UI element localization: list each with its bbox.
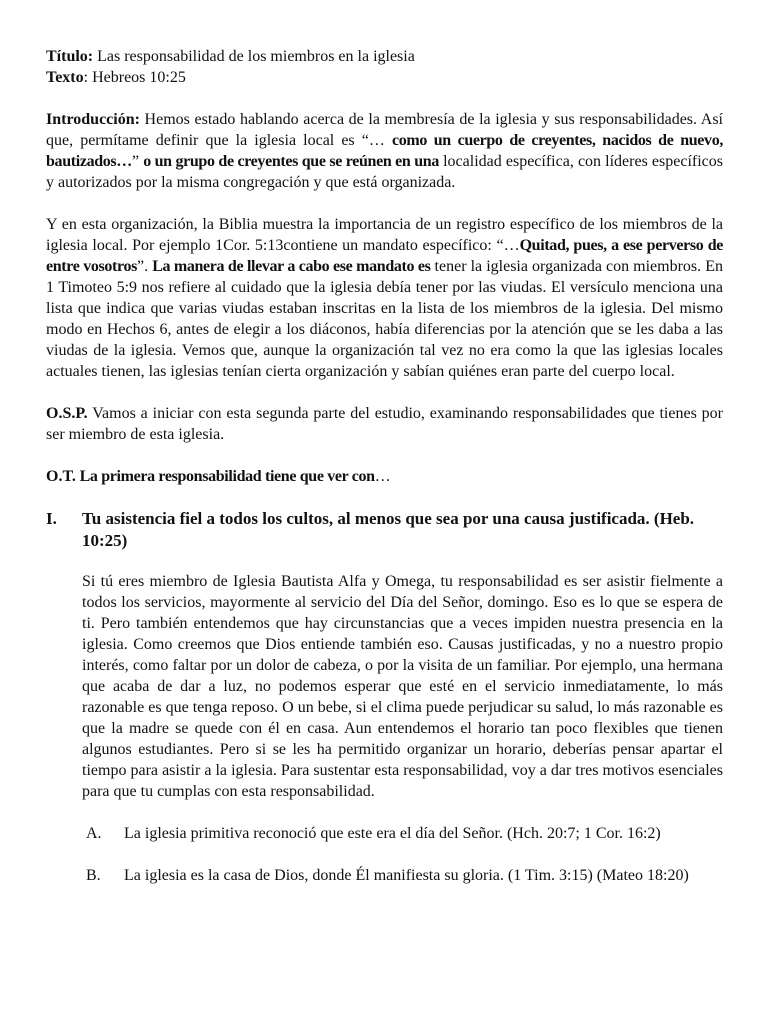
- text-label: Texto: [46, 69, 84, 86]
- intro-bold-2: o un grupo de creyentes que se reúnen en una: [143, 153, 439, 170]
- osp-label: O.S.P.: [46, 405, 88, 422]
- title-line: [46, 46, 723, 67]
- title-label: Título:: [46, 48, 94, 65]
- section-heading: [46, 508, 723, 552]
- point-text: La iglesia es la casa de Dios, donde Él manifiesta su gloria. (1 Tim. 3:15) (Mateo 18:20): [124, 867, 689, 884]
- text-value: : Hebreos 10:25: [83, 69, 186, 86]
- para2-bold-2: La manera de llevar a cabo ese mandato es: [152, 258, 431, 275]
- spacer: [46, 193, 723, 214]
- intro-bold-1: como un cuerpo de creyentes, nacidos de nuevo, bautizados…: [46, 132, 724, 170]
- point-b: [86, 865, 723, 886]
- spacer: [46, 88, 723, 109]
- intro-text-1: Hemos estado hablando acerca de la membresía de la iglesia y sus responsabilidades. Así que, permítame definir que la iglesia local es “…: [46, 111, 723, 149]
- para2-text-2: ”.: [137, 258, 153, 275]
- spacer: [46, 552, 723, 571]
- point-label: B.: [86, 867, 101, 884]
- intro-text-3: localidad específica, con líderes específicos y autorizados por la misma congregación y que está organizada.: [46, 153, 724, 191]
- document-page: [46, 46, 723, 886]
- section-numeral: I.: [46, 509, 57, 528]
- intro-text-2: ”: [131, 153, 144, 170]
- osp-text: Vamos a iniciar con esta segunda parte del estudio, examinando responsabilidades que tienes por ser miembro de esta iglesia.: [46, 405, 723, 443]
- text-line: [46, 67, 723, 88]
- point-a: [86, 823, 723, 844]
- spacer: [46, 802, 723, 823]
- section-heading-text: Tu asistencia fiel a todos los cultos, al menos que sea por una causa justificada. (Heb. 10:25): [82, 509, 695, 550]
- intro-paragraph: [46, 109, 723, 193]
- point-text: La iglesia primitiva reconoció que este era el día del Señor. (Hch. 20:7; 1 Cor. 16:2): [124, 825, 661, 842]
- spacer: [46, 844, 723, 865]
- para2-text-3: tener la iglesia organizada con miembros. En 1 Timoteo 5:9 nos refiere al cuidado que la iglesia debía tener por las viudas. El versículo menciona una lista que indica que varias viudas estaban inscritas en la lista de los miembros de la iglesia. Del mismo modo en Hechos 6, antes de elegir a los diáconos, había diferencias por la atención que se les daba a las viudas de la iglesia. Vemos que, aunque la organización tal vez no era como la que las iglesias locales actuales tienen, las iglesias tenían cierta organización y sabían quiénes eran parte del cuerpo local.: [46, 258, 723, 380]
- organization-paragraph: [46, 214, 723, 382]
- para2-text-1: Y en esta organización, la Biblia muestra la importancia de un registro específico de los miembros de la iglesia local. Por ejemplo 1Cor. 5:13contiene un mandato específico: “…: [46, 216, 723, 254]
- ot-label: O.T.: [46, 468, 76, 485]
- osp-paragraph: [46, 403, 723, 445]
- spacer: [46, 445, 723, 466]
- section-body: Si tú eres miembro de Iglesia Bautista Alfa y Omega, tu responsabilidad es ser asistir fielmente a todos los servicios, mayormente al servicio del Día del Señor, domingo. Eso es lo que se espera de ti. Pero también entendemos que hay circunstancias que a veces impiden nuestra presencia en la iglesia. Como creemos que Dios entiende también eso. Causas justificadas, y no a nuestro propio interés, como faltar por un dolor de cabeza, o por la visita de un familiar. Por ejemplo, una hermana que acaba de dar a luz, no podemos esperar que esté en el servicio inmediatamente, lo más razonable es que tenga reposo. O un bebe, si el clima puede perjudicar su salud, lo más razonable es que la madre se quede con él en casa. Aun entendemos el horario tan poco flexibles que tienen algunos estudiantes. Pero si se les ha permitido organizar un horario, deberías pensar apartar el tiempo para asistir a la iglesia. Para sustentar esta responsabilidad, voy a dar tres motivos esenciales para que tu cumplas con esta responsabilidad.: [82, 573, 723, 800]
- ot-ellipsis: …: [374, 468, 391, 485]
- ot-text: La primera responsabilidad tiene que ver con: [75, 468, 375, 485]
- spacer: [46, 487, 723, 508]
- spacer: [46, 382, 723, 403]
- point-label: A.: [86, 825, 102, 842]
- para2-bold-1: Quitad, pues, a ese perverso de entre vosotros: [46, 237, 723, 275]
- intro-label: Introducción:: [46, 111, 140, 128]
- title-value: Las responsabilidad de los miembros en la iglesia: [93, 48, 415, 65]
- ot-paragraph: [46, 466, 723, 487]
